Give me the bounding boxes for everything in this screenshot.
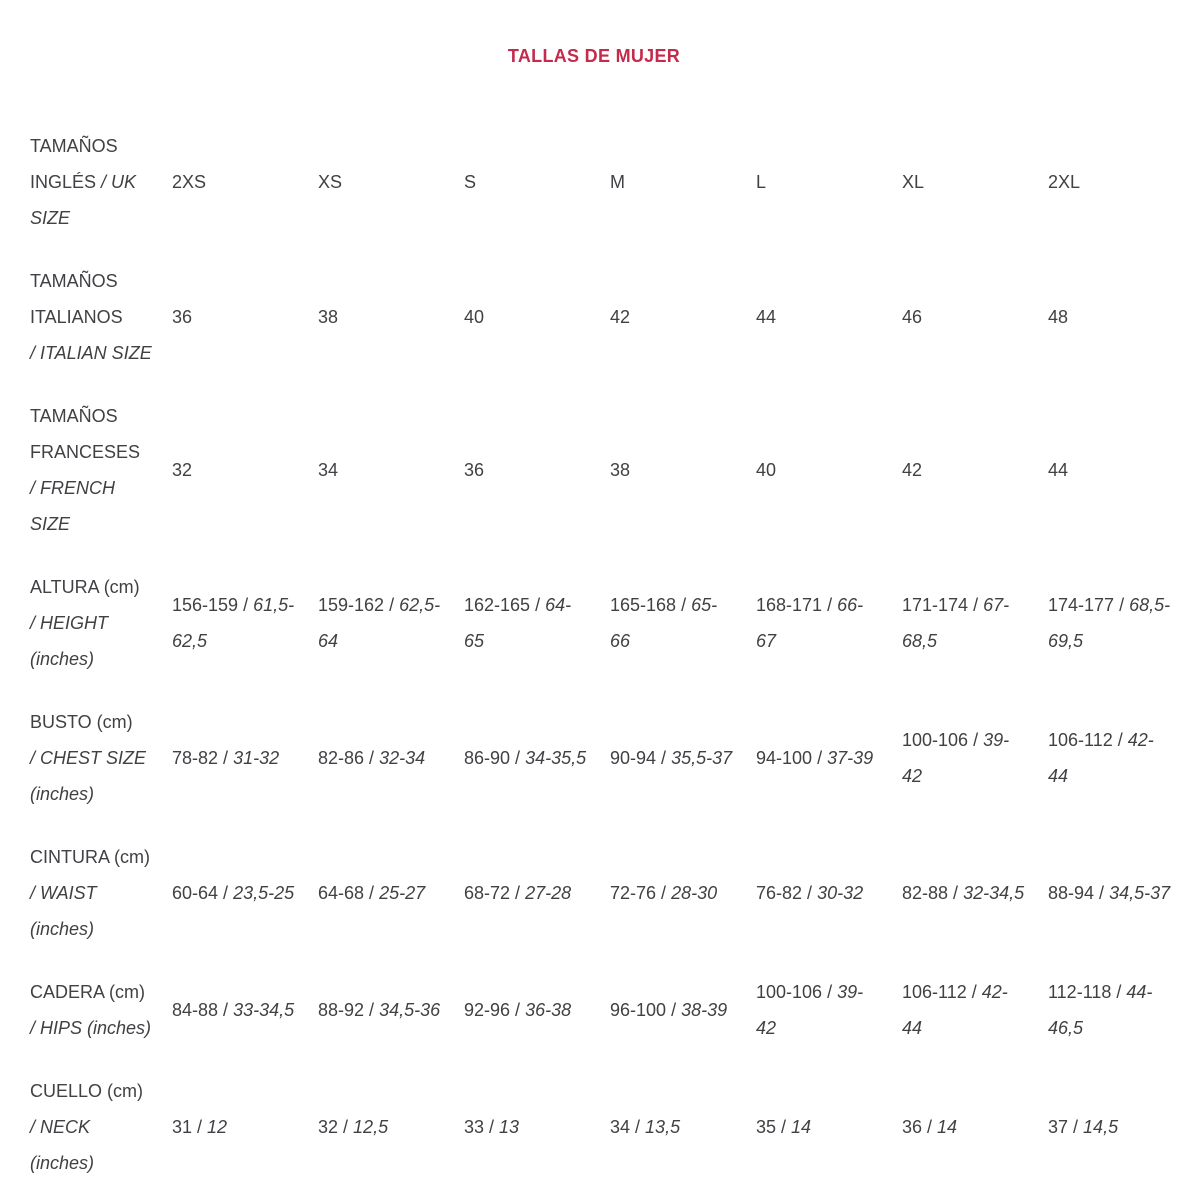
row-label-chest [30, 704, 172, 812]
size-value-separator: / [656, 748, 672, 768]
size-value-cm: 174-177 [1048, 595, 1115, 615]
size-value-inches: 66- 67 [756, 595, 864, 651]
size-value-cm: 100-106 [756, 982, 823, 1002]
size-cell [610, 992, 756, 1028]
size-value-inches: 64- 65 [464, 595, 572, 651]
size-cell [902, 452, 1048, 488]
size-value-cm: 100-106 [902, 730, 969, 750]
size-value-cm: 44 [756, 307, 777, 327]
row-label-english: / NECK (inches) [30, 1117, 95, 1173]
size-value-cm: 2XL [1048, 172, 1081, 192]
size-value-separator: / [802, 883, 818, 903]
size-value-cm: 46 [902, 307, 923, 327]
size-cell [1048, 587, 1194, 659]
size-value-cm: 38 [318, 307, 339, 327]
size-value-cm: 68-72 [464, 883, 511, 903]
size-table-row-chest [30, 704, 1194, 812]
size-cell [318, 452, 464, 488]
size-table [30, 128, 1194, 1181]
size-value-cm: 42 [902, 460, 923, 480]
row-label-spanish: BUSTO (cm) [30, 712, 133, 732]
size-value-cm: 88-94 [1048, 883, 1095, 903]
size-cell [172, 740, 318, 776]
size-cell [610, 452, 756, 488]
size-value-separator: / [238, 595, 254, 615]
size-table-row-height [30, 569, 1194, 677]
size-value-cm: 72-76 [610, 883, 657, 903]
size-value-inches: 30-32 [817, 883, 864, 903]
size-cell [610, 164, 756, 200]
size-value-inches: 14 [937, 1117, 958, 1137]
row-label-spanish: ALTURA (cm) [30, 577, 140, 597]
size-value-separator: / [192, 1117, 208, 1137]
size-value-cm: 94-100 [756, 748, 813, 768]
size-value-inches: 68,5- 69,5 [1048, 595, 1171, 651]
size-value-cm: S [464, 172, 477, 192]
size-value-cm: 32 [318, 1117, 339, 1137]
size-value-separator: / [1094, 883, 1110, 903]
size-value-separator: / [1114, 595, 1130, 615]
size-cell [172, 587, 318, 659]
size-table-row-hips [30, 974, 1194, 1046]
size-cell [756, 587, 902, 659]
size-value-inches: 14 [791, 1117, 812, 1137]
row-label-spanish: TAMAÑOS ITALIANOS [30, 271, 123, 327]
size-cell [902, 1109, 1048, 1145]
size-value-cm: L [756, 172, 767, 192]
size-value-inches: 12,5 [353, 1117, 389, 1137]
size-cell [464, 299, 610, 335]
size-value-separator: / [822, 595, 838, 615]
size-value-cm: 156-159 [172, 595, 239, 615]
size-value-cm: 36 [902, 1117, 923, 1137]
size-value-separator: / [1112, 730, 1128, 750]
size-value-separator: / [1111, 982, 1127, 1002]
size-table-row-uk-size [30, 128, 1194, 236]
size-cell [172, 875, 318, 911]
size-value-separator: / [218, 748, 234, 768]
size-value-separator: / [676, 595, 692, 615]
row-label-english: / HEIGHT (inches) [30, 613, 109, 669]
row-label-english: / HIPS (inches) [30, 1018, 152, 1038]
size-value-separator: / [484, 1117, 500, 1137]
size-cell [610, 299, 756, 335]
size-value-inches: 34-35,5 [525, 748, 587, 768]
size-value-cm: 44 [1048, 460, 1069, 480]
size-cell [464, 164, 610, 200]
size-cell [172, 164, 318, 200]
size-value-cm: XL [902, 172, 925, 192]
size-value-separator: / [364, 1000, 380, 1020]
size-cell [902, 299, 1048, 335]
size-value-separator: / [822, 982, 838, 1002]
row-label-italian-size [30, 263, 172, 371]
size-value-inches: 32-34 [379, 748, 426, 768]
size-cell [172, 299, 318, 335]
size-value-cm: 40 [464, 307, 485, 327]
size-value-cm: 32 [172, 460, 193, 480]
size-value-inches: 42- 44 [1048, 730, 1154, 786]
size-value-separator: / [666, 1000, 682, 1020]
row-label-spanish: CADERA (cm) [30, 982, 146, 1002]
row-label-neck [30, 1073, 172, 1181]
size-value-cm: 82-86 [318, 748, 365, 768]
size-cell [756, 299, 902, 335]
size-value-separator: / [922, 1117, 938, 1137]
size-value-separator: / [1068, 1117, 1084, 1137]
size-value-cm: 159-162 [318, 595, 385, 615]
size-cell [318, 992, 464, 1028]
size-value-cm: 78-82 [172, 748, 219, 768]
size-value-inches: 65- 66 [610, 595, 718, 651]
size-cell [318, 740, 464, 776]
size-value-inches: 39- 42 [902, 730, 1010, 786]
size-cell [902, 974, 1048, 1046]
size-value-inches: 32-34,5 [963, 883, 1025, 903]
size-cell [1048, 452, 1194, 488]
size-cell [1048, 974, 1194, 1046]
size-value-inches: 34,5-36 [379, 1000, 441, 1020]
size-cell [172, 992, 318, 1028]
size-value-cm: 88-92 [318, 1000, 365, 1020]
size-value-cm: 162-165 [464, 595, 531, 615]
size-table-row-french-size [30, 398, 1194, 542]
size-value-cm: 34 [610, 1117, 631, 1137]
size-cell [610, 1109, 756, 1145]
size-value-cm: 106-112 [1048, 730, 1113, 750]
row-label-english: / CHEST SIZE (inches) [30, 748, 147, 804]
size-cell [902, 875, 1048, 911]
row-label-spanish: CUELLO (cm) [30, 1081, 144, 1101]
size-cell [464, 992, 610, 1028]
size-cell [756, 164, 902, 200]
size-value-cm: 36 [172, 307, 193, 327]
size-value-inches: 14,5 [1083, 1117, 1119, 1137]
size-value-cm: 37 [1048, 1117, 1069, 1137]
size-cell [318, 164, 464, 200]
size-cell [902, 164, 1048, 200]
row-label-english: / UK SIZE [30, 172, 137, 228]
size-value-inches: 39- 42 [756, 982, 864, 1038]
size-value-separator: / [966, 982, 982, 1002]
size-cell [318, 875, 464, 911]
size-value-inches: 25-27 [379, 883, 426, 903]
size-value-inches: 35,5-37 [671, 748, 733, 768]
size-value-inches: 62,5- 64 [318, 595, 441, 651]
size-value-separator: / [384, 595, 400, 615]
size-cell [1048, 875, 1194, 911]
size-value-inches: 34,5-37 [1109, 883, 1171, 903]
size-value-inches: 12 [207, 1117, 228, 1137]
row-label-english: / FRENCH SIZE [30, 478, 115, 534]
size-value-separator: / [364, 883, 380, 903]
size-cell [318, 587, 464, 659]
size-cell [610, 587, 756, 659]
size-cell [464, 452, 610, 488]
size-value-separator: / [630, 1117, 646, 1137]
size-value-separator: / [218, 1000, 234, 1020]
row-label-spanish: TAMAÑOS INGLÉS [30, 136, 118, 192]
row-label-spanish: TAMAÑOS FRANCESES [30, 406, 141, 462]
size-value-inches: 31-32 [233, 748, 280, 768]
size-value-cm: 86-90 [464, 748, 511, 768]
size-value-separator: / [656, 883, 672, 903]
row-label-waist [30, 839, 172, 947]
size-value-inches: 44- 46,5 [1048, 982, 1153, 1038]
size-cell [172, 1109, 318, 1145]
size-value-inches: 23,5-25 [233, 883, 295, 903]
size-value-cm: 38 [610, 460, 631, 480]
size-value-cm: 96-100 [610, 1000, 667, 1020]
size-value-inches: 67- 68,5 [902, 595, 1010, 651]
size-value-inches: 33-34,5 [233, 1000, 295, 1020]
size-value-inches: 61,5- 62,5 [172, 595, 295, 651]
row-label-hips [30, 974, 172, 1046]
size-value-cm: 90-94 [610, 748, 657, 768]
size-value-cm: 84-88 [172, 1000, 219, 1020]
row-label-height [30, 569, 172, 677]
row-label-french-size [30, 398, 172, 542]
size-value-separator: / [530, 595, 546, 615]
size-cell [464, 1109, 610, 1145]
size-cell [756, 452, 902, 488]
size-value-separator: / [364, 748, 380, 768]
size-value-cm: 31 [172, 1117, 193, 1137]
size-value-separator: / [968, 595, 984, 615]
size-value-cm: 92-96 [464, 1000, 511, 1020]
size-cell [756, 974, 902, 1046]
size-cell [172, 452, 318, 488]
size-cell [464, 587, 610, 659]
size-value-inches: 27-28 [525, 883, 572, 903]
size-value-cm: 34 [318, 460, 339, 480]
page-title: TALLAS DE MUJER [507, 46, 681, 66]
size-value-separator: / [338, 1117, 354, 1137]
size-cell [902, 587, 1048, 659]
row-label-english: / WAIST (inches) [30, 883, 97, 939]
size-value-separator: / [510, 883, 526, 903]
size-value-separator: / [948, 883, 964, 903]
size-table-row-italian-size [30, 263, 1194, 371]
size-cell [610, 740, 756, 776]
size-table-row-waist [30, 839, 1194, 947]
size-value-cm: 36 [464, 460, 485, 480]
size-cell [464, 740, 610, 776]
size-value-cm: 2XS [172, 172, 207, 192]
size-value-cm: 171-174 [902, 595, 969, 615]
size-value-inches: 13 [499, 1117, 520, 1137]
size-cell [1048, 164, 1194, 200]
size-value-inches: 37-39 [827, 748, 874, 768]
size-value-cm: XS [318, 172, 343, 192]
size-cell [902, 722, 1048, 794]
size-cell [1048, 1109, 1194, 1145]
size-value-inches: 36-38 [525, 1000, 572, 1020]
size-value-cm: 35 [756, 1117, 777, 1137]
size-value-separator: / [510, 748, 526, 768]
size-cell [318, 299, 464, 335]
size-value-inches: 28-30 [671, 883, 718, 903]
size-value-cm: M [610, 172, 625, 192]
size-value-cm: 168-171 [756, 595, 823, 615]
size-value-inches: 42- 44 [902, 982, 1008, 1038]
size-value-cm: 48 [1048, 307, 1069, 327]
size-value-cm: 112-118 [1048, 982, 1112, 1002]
size-value-cm: 33 [464, 1117, 485, 1137]
size-value-inches: 13,5 [645, 1117, 681, 1137]
size-value-separator: / [812, 748, 828, 768]
size-cell [756, 740, 902, 776]
size-cell [318, 1109, 464, 1145]
row-label-spanish: CINTURA (cm) [30, 847, 150, 867]
size-value-cm: 106-112 [902, 982, 967, 1002]
row-label-english: / ITALIAN SIZE [30, 343, 152, 363]
size-value-separator: / [218, 883, 234, 903]
size-cell [610, 875, 756, 911]
size-value-separator: / [776, 1117, 792, 1137]
size-value-separator: / [510, 1000, 526, 1020]
size-value-separator: / [968, 730, 984, 750]
size-value-cm: 76-82 [756, 883, 803, 903]
size-value-inches: 38-39 [681, 1000, 728, 1020]
size-cell [1048, 722, 1194, 794]
size-value-cm: 60-64 [172, 883, 219, 903]
size-cell [756, 875, 902, 911]
row-label-uk-size [30, 128, 172, 236]
size-cell [464, 875, 610, 911]
size-value-cm: 64-68 [318, 883, 365, 903]
size-cell [1048, 299, 1194, 335]
size-value-cm: 165-168 [610, 595, 677, 615]
size-value-cm: 40 [756, 460, 777, 480]
size-cell [756, 1109, 902, 1145]
size-value-cm: 42 [610, 307, 631, 327]
size-value-cm: 82-88 [902, 883, 949, 903]
size-table-row-neck [30, 1073, 1194, 1181]
